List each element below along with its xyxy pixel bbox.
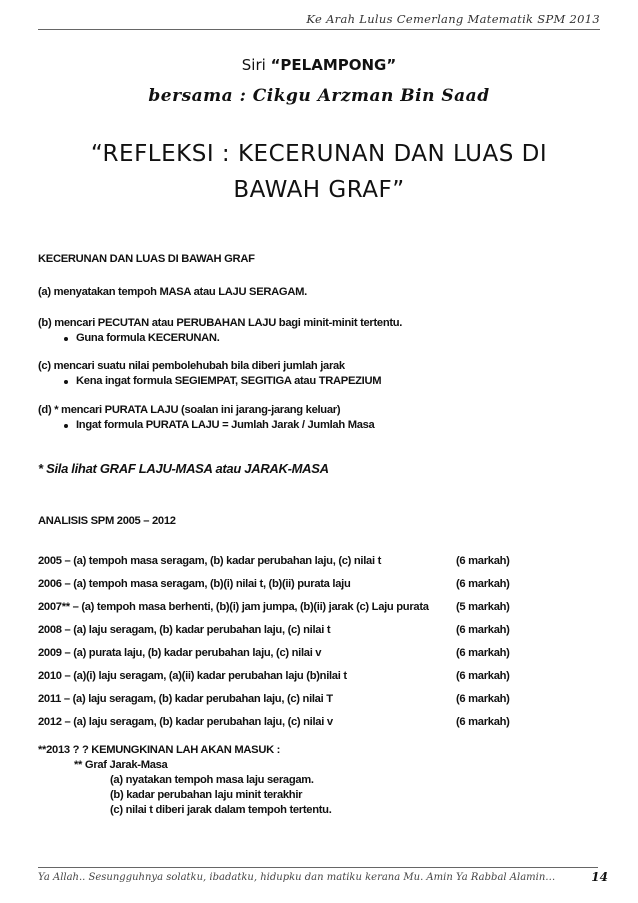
- prediction-item: (c) nilai t diberi jarak dalam tempoh tertentu.: [110, 804, 332, 816]
- page-footer: [38, 867, 608, 884]
- footer-text: Ya Allah.. Sesungguhnya solatku, ibadatku, hidupku dan matiku kerana Mu. Amin Ya Rabbal Alamin…: [38, 872, 556, 883]
- item-b: (b) mencari PECUTAN atau PERUBAHAN LAJU bagi minit-minit tertentu. Guna formula KECERUNAN.: [38, 316, 598, 346]
- title-line-2: BAWAH GRAF”: [233, 177, 405, 203]
- series-title: [0, 56, 638, 74]
- prediction-item: (b) kadar perubahan laju minit terakhir: [110, 789, 303, 801]
- prediction-block: [38, 743, 598, 818]
- analysis-row: 2008 – (a) laju seragam, (b) kadar perubahan laju, (c) nilai t (6 markah): [38, 624, 510, 636]
- item-c-bullet: Kena ingat formula SEGIEMPAT, SEGITIGA atau TRAPEZIUM: [38, 374, 598, 389]
- graph-note: * Sila lihat GRAF LAJU-MASA atau JARAK-MASA: [38, 461, 329, 476]
- analysis-row: 2006 – (a) tempoh masa seragam, (b)(i) nilai t, (b)(ii) purata laju (6 markah): [38, 578, 510, 590]
- page-number: 14: [591, 870, 608, 884]
- prediction-heading: **2013 ? ? KEMUNGKINAN LAH AKAN MASUK :: [38, 744, 281, 756]
- analysis-row: 2009 – (a) purata laju, (b) kadar perubahan laju, (c) nilai v (6 markah): [38, 647, 510, 659]
- item-d: (d) * mencari PURATA LAJU (soalan ini jarang-jarang keluar) Ingat formula PURATA LAJU = Jumlah Jarak / Jumlah Masa: [38, 403, 598, 433]
- analysis-row: 2007** – (a) tempoh masa berhenti, (b)(i) jam jumpa, (b)(ii) jarak (c) Laju purata (5 markah): [38, 601, 510, 613]
- title-line-1: “REFLEKSI : KECERUNAN DAN LUAS DI: [90, 141, 548, 167]
- section-heading: KECERUNAN DAN LUAS DI BAWAH GRAF: [38, 253, 255, 265]
- item-c: (c) mencari suatu nilai pembolehubah bila diberi jumlah jarak Kena ingat formula SEGIEMPAT, SEGITIGA atau TRAPEZIUM: [38, 359, 598, 389]
- prediction-item: (a) nyatakan tempoh masa laju seragam.: [110, 774, 314, 786]
- analysis-row: 2011 – (a) laju seragam, (b) kadar perubahan laju, (c) nilai T (6 markah): [38, 693, 510, 705]
- analysis-row: 2005 – (a) tempoh masa seragam, (b) kadar perubahan laju, (c) nilai t (6 markah): [38, 555, 510, 567]
- analysis-row: 2010 – (a)(i) laju seragam, (a)(ii) kadar perubahan laju (b)nilai t (6 markah): [38, 670, 510, 682]
- item-b-bullet: Guna formula KECERUNAN.: [38, 331, 598, 346]
- analysis-heading: ANALISIS SPM 2005 – 2012: [38, 515, 176, 527]
- running-header: Ke Arah Lulus Cemerlang Matematik SPM 2013: [38, 12, 600, 30]
- series-prefix: Siri: [241, 56, 266, 74]
- prediction-graph-type: ** Graf Jarak-Masa: [74, 759, 168, 771]
- item-d-bullet: Ingat formula PURATA LAJU = Jumlah Jarak / Jumlah Masa: [38, 418, 598, 433]
- item-a: (a) menyatakan tempoh MASA atau LAJU SERAGAM.: [38, 286, 307, 298]
- analysis-row: 2012 – (a) laju seragam, (b) kadar perubahan laju, (c) nilai v (6 markah): [38, 716, 510, 728]
- page-title: [20, 136, 618, 208]
- series-brand: “PELAMPONG”: [270, 56, 397, 74]
- author-line: bersama : Cikgu Arzman Bin Saad: [148, 86, 490, 106]
